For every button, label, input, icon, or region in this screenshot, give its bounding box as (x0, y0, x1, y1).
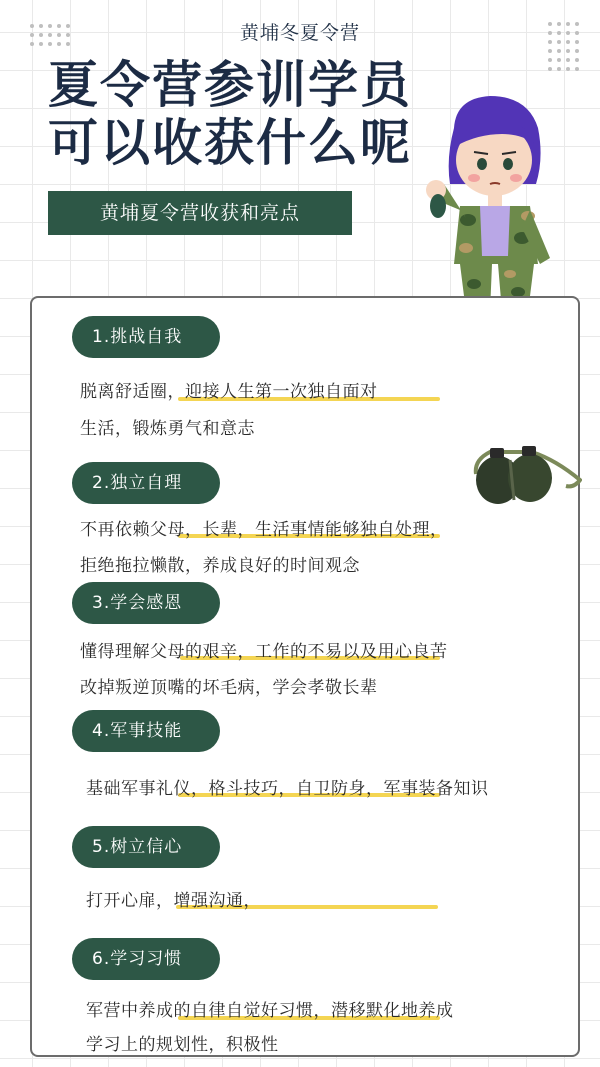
header-top-label: 黄埔冬夏令营 (239, 22, 360, 44)
section-6-line-2: 学习上的规划性，积极性 (86, 1035, 279, 1055)
section-1-line-1: 脱离舒适圈，迎接人生第一次独自面对 (80, 382, 378, 402)
subtitle-banner: 黄埔夏令营收获和亮点 (48, 191, 352, 235)
section-3-line-2: 改掉叛逆顶嘴的坏毛病，学会孝敬长辈 (80, 678, 378, 698)
military-canteen-icon (470, 430, 582, 506)
section-pill-3: 3.学会感恩 (72, 582, 220, 624)
page-title-line-2: 可以收获什么呢 (48, 114, 412, 172)
section-pill-4: 4.军事技能 (72, 710, 220, 752)
section-1-line-2: 生活，锻炼勇气和意志 (80, 419, 255, 439)
section-3-line-1: 懂得理解父母的艰辛，工作的不易以及用心良苦 (80, 642, 448, 662)
cartoon-soldier-character-icon (410, 88, 570, 328)
section-pill-1: 1.挑战自我 (72, 316, 220, 358)
section-6-line-1: 军营中养成的自律自觉好习惯，潜移默化地养成 (86, 1001, 454, 1021)
section-pill-5: 5.树立信心 (72, 826, 220, 868)
section-4-line-1: 基础军事礼仪，格斗技巧，自卫防身，军事装备知识 (86, 779, 489, 799)
section-pill-6: 6.学习习惯 (72, 938, 220, 980)
section-5-line-1: 打开心扉，增强沟通， (86, 891, 261, 911)
section-2-line-2: 拒绝拖拉懒散，养成良好的时间观念 (80, 556, 360, 576)
section-2-line-1: 不再依赖父母，长辈，生活事情能够独自处理， (80, 520, 448, 540)
page-title-line-1: 夏令营参训学员 (48, 56, 412, 114)
section-pill-2: 2.独立自理 (72, 462, 220, 504)
